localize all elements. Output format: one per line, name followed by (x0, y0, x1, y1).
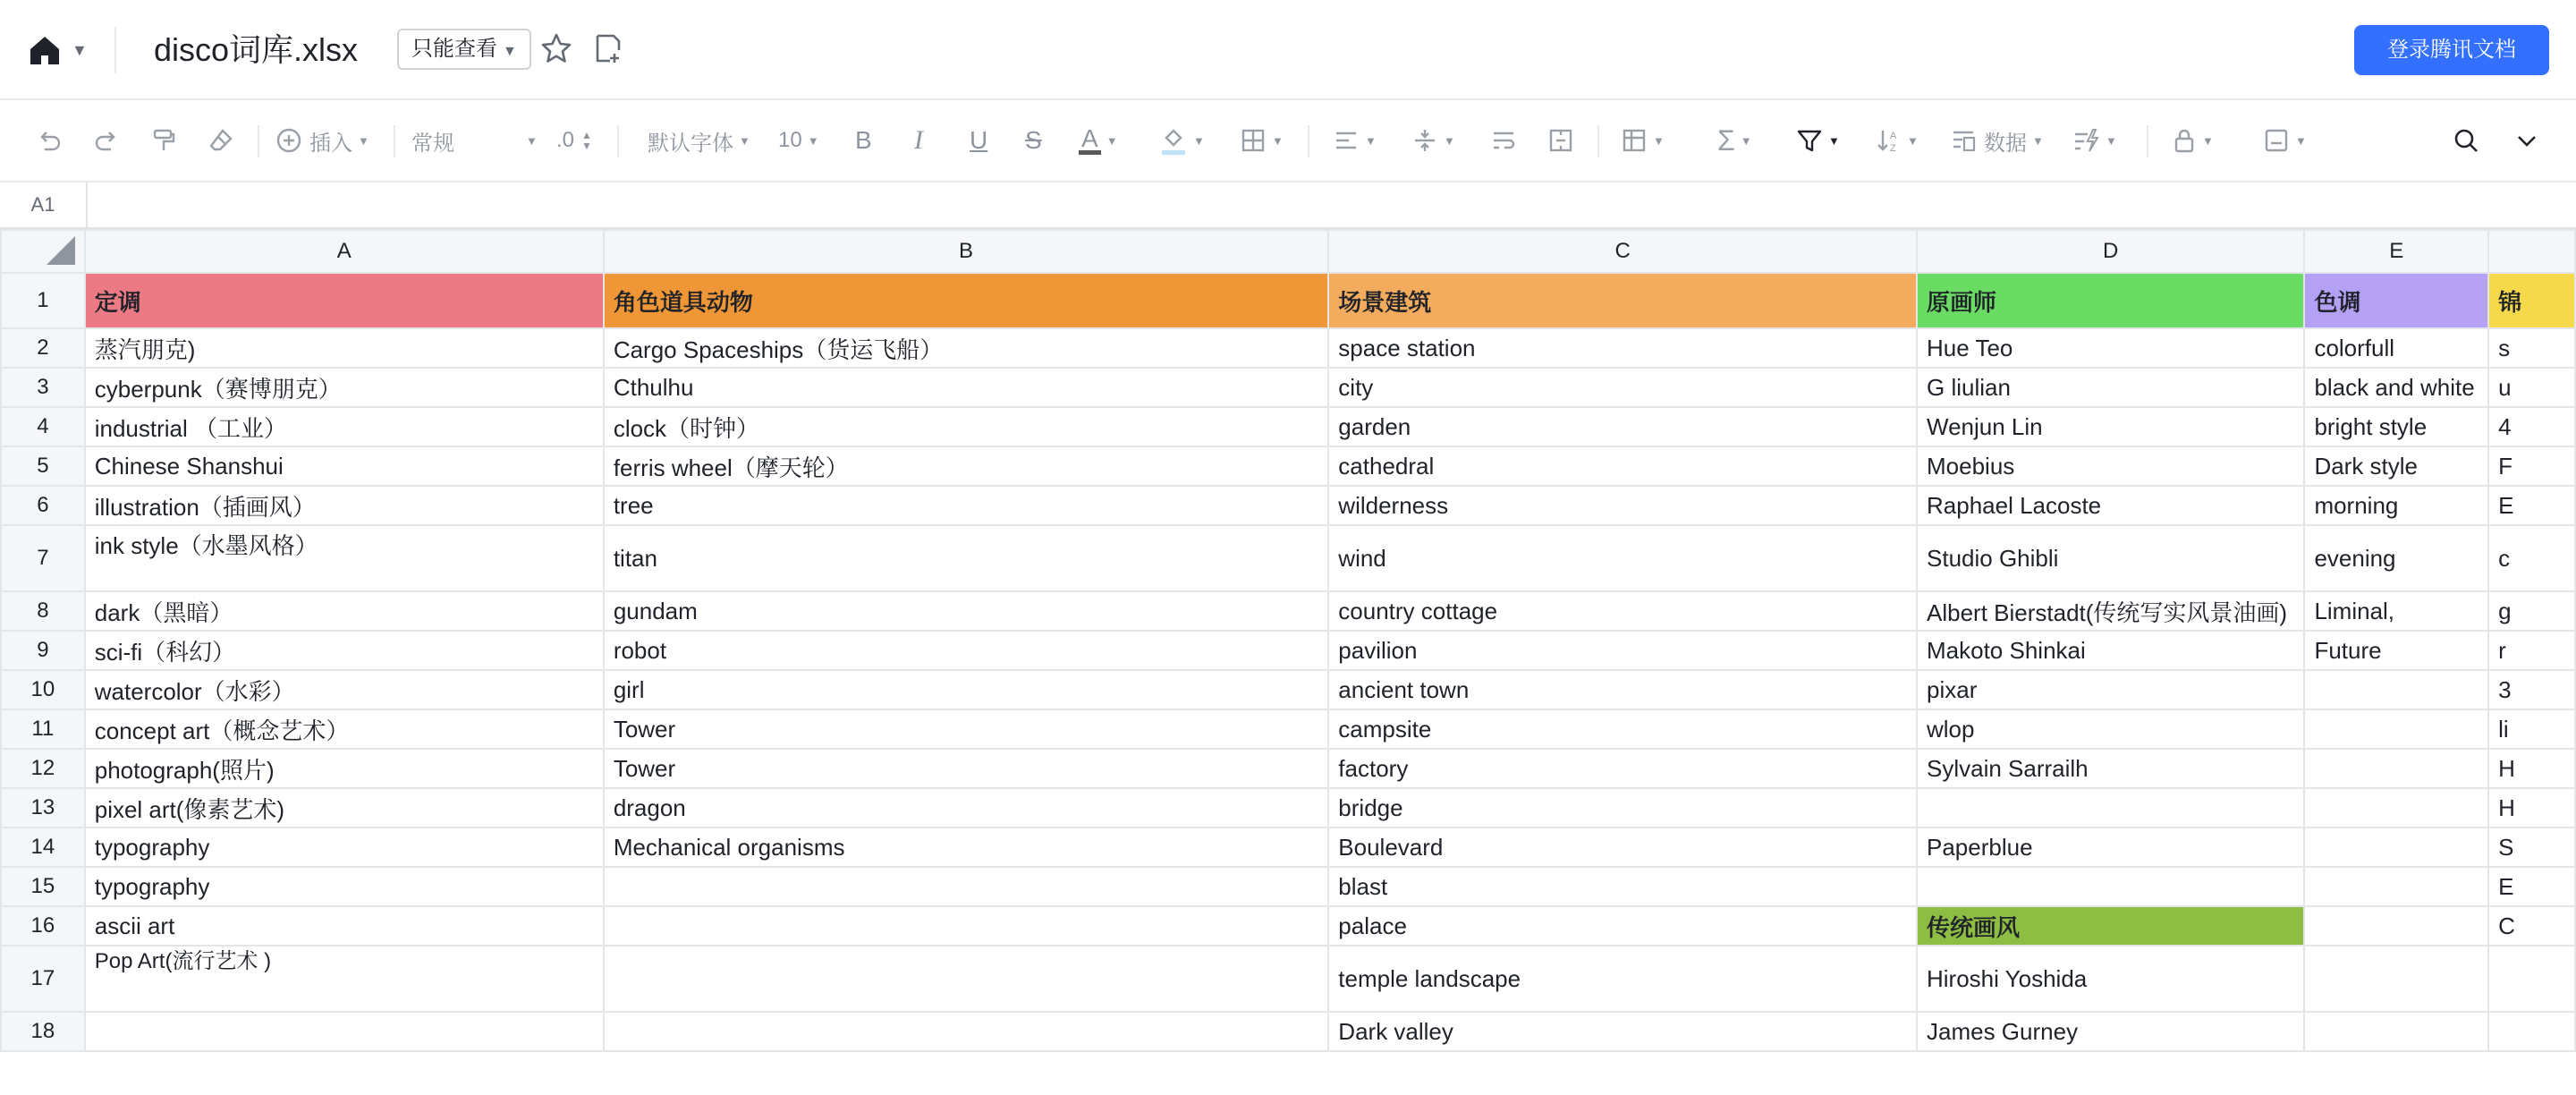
toolbar-divider (617, 125, 619, 157)
row-header[interactable]: 15 (1, 867, 85, 906)
column-header-d[interactable]: D (1917, 230, 2304, 273)
row-header[interactable]: 9 (1, 631, 85, 670)
cell[interactable]: pixar (1917, 670, 2304, 709)
table-row (1, 525, 2575, 591)
cell[interactable]: 蒸汽朋克) (85, 328, 604, 368)
table-row (1, 273, 2575, 328)
row-header[interactable]: 8 (1, 591, 85, 631)
cell[interactable]: Studio Ghibli (1917, 525, 2304, 591)
cell[interactable]: H (2488, 788, 2575, 828)
row-header[interactable]: 14 (1, 828, 85, 867)
cell[interactable]: blast (1328, 867, 1917, 906)
chevron-down-icon: ▼ (1653, 133, 1665, 148)
category-header-cell[interactable]: 原画师 (1917, 273, 2304, 328)
table-row (1, 407, 2575, 446)
cell[interactable] (2304, 906, 2488, 946)
font-color-icon: A (1079, 127, 1101, 155)
cell[interactable]: Future (2304, 631, 2488, 670)
chevron-down-icon: ▼ (503, 44, 517, 59)
permission-label: 只能查看 (411, 37, 497, 61)
sheet-table (0, 229, 2576, 1052)
category-header-cell[interactable]: 角色道具动物 (604, 273, 1328, 328)
insert-label: 插入 (309, 131, 352, 156)
form-button[interactable] (2263, 100, 2307, 181)
cell[interactable]: pavilion (1328, 631, 1917, 670)
row-header[interactable]: 6 (1, 486, 85, 525)
document-title[interactable]: disco词库.xlsx (154, 31, 359, 68)
cell[interactable]: morning (2304, 486, 2488, 525)
cell[interactable]: titan (604, 525, 1328, 591)
cell[interactable]: factory (1328, 749, 1917, 788)
select-all-triangle-icon (43, 233, 79, 268)
number-format-label: 常规 (411, 131, 454, 156)
cell[interactable]: G liulian (1917, 368, 2304, 407)
chevron-down-icon: ▼ (1907, 133, 1919, 148)
chevron-down-icon: ▼ (2295, 133, 2307, 148)
cell[interactable]: ink style（水墨风格） (85, 525, 604, 591)
cell[interactable]: ascii art (85, 906, 604, 946)
cell[interactable]: bridge (1328, 788, 1917, 828)
cell[interactable]: Raphael Lacoste (1917, 486, 2304, 525)
data-dropdown[interactable] (1950, 100, 2044, 181)
font-family-label: 默认字体 (648, 131, 733, 156)
cell[interactable]: Mechanical organisms (604, 828, 1328, 867)
cell[interactable] (1917, 867, 2304, 906)
table-row (1, 631, 2575, 670)
cell[interactable]: li (2488, 709, 2575, 749)
cell[interactable]: wind (1328, 525, 1917, 591)
cell[interactable]: Albert Bierstadt(传统写实风景油画) (1917, 591, 2304, 631)
row-header[interactable]: 10 (1, 670, 85, 709)
cell[interactable]: watercolor（水彩） (85, 670, 604, 709)
cell[interactable]: sci-fi（科幻） (85, 631, 604, 670)
row-header[interactable]: 16 (1, 906, 85, 946)
stepper-arrows-icon: ▲ ▼ (581, 129, 592, 152)
cell[interactable]: r (2488, 631, 2575, 670)
cell[interactable] (2304, 749, 2488, 788)
row-header[interactable]: 11 (1, 709, 85, 749)
cell[interactable]: ancient town (1328, 670, 1917, 709)
cell[interactable]: S (2488, 828, 2575, 867)
cell[interactable] (2488, 1012, 2575, 1051)
row-header[interactable]: 1 (1, 273, 85, 328)
cell[interactable]: typography (85, 867, 604, 906)
table-row (1, 709, 2575, 749)
font-size-label: 10 (778, 128, 802, 152)
decimal-stepper[interactable] (556, 100, 592, 181)
svg-text:Z: Z (1890, 143, 1896, 154)
table-row (1, 1012, 2575, 1051)
cell[interactable]: photograph(照片) (85, 749, 604, 788)
home-icon[interactable] (27, 32, 66, 72)
number-format-dropdown[interactable] (411, 100, 538, 181)
formula-bar (0, 182, 2576, 229)
cell[interactable] (2304, 670, 2488, 709)
cell[interactable]: Tower (604, 709, 1328, 749)
cell[interactable]: C (2488, 906, 2575, 946)
font-color-button[interactable] (1079, 100, 1118, 181)
table-row (1, 788, 2575, 828)
category-header-cell[interactable]: 色调 (2304, 273, 2488, 328)
strikethrough-icon: S (1025, 126, 1042, 154)
cell[interactable] (2304, 946, 2488, 1012)
chevron-down-icon: ▼ (2032, 133, 2044, 148)
data-label: 数据 (1984, 131, 2027, 156)
protect-button[interactable] (2172, 100, 2214, 181)
table-row (1, 446, 2575, 486)
borders-button[interactable] (1240, 100, 1284, 181)
cell[interactable]: ferris wheel（摩天轮） (604, 446, 1328, 486)
save-as-icon[interactable] (592, 32, 628, 68)
cell[interactable]: Wenjun Lin (1917, 407, 2304, 446)
cell[interactable]: Sylvain Sarrailh (1917, 749, 2304, 788)
underline-icon: U (970, 126, 988, 154)
table-row (1, 486, 2575, 525)
table-row (1, 946, 2575, 1012)
cell[interactable]: Boulevard (1328, 828, 1917, 867)
bold-button[interactable] (855, 100, 872, 181)
cell[interactable]: typography (85, 828, 604, 867)
cell[interactable]: dragon (604, 788, 1328, 828)
cell[interactable]: c (2488, 525, 2575, 591)
chevron-down-icon: ▼ (1444, 133, 1455, 148)
fill-color-button[interactable] (1159, 100, 1205, 181)
sum-button[interactable] (1717, 100, 1752, 181)
cell[interactable]: Dark valley (1328, 1012, 1917, 1051)
cell[interactable]: campsite (1328, 709, 1917, 749)
chevron-down-icon: ▼ (739, 133, 750, 148)
cell[interactable] (85, 1012, 604, 1051)
permission-dropdown[interactable] (397, 29, 531, 70)
cell[interactable]: Hue Teo (1917, 328, 2304, 368)
cell[interactable] (2304, 788, 2488, 828)
column-header-c[interactable]: C (1328, 230, 1917, 273)
row-header[interactable]: 12 (1, 749, 85, 788)
cell[interactable]: E (2488, 867, 2575, 906)
font-size-dropdown[interactable] (778, 100, 819, 181)
cell[interactable]: u (2488, 368, 2575, 407)
star-icon[interactable] (540, 32, 576, 68)
cell[interactable]: Chinese Shanshui (85, 446, 604, 486)
cell[interactable] (2304, 709, 2488, 749)
row-header[interactable]: 7 (1, 525, 85, 591)
clear-format-icon[interactable] (208, 100, 234, 181)
cell[interactable]: Makoto Shinkai (1917, 631, 2304, 670)
wrap-text-button[interactable] (1490, 100, 1517, 181)
cell[interactable] (604, 906, 1328, 946)
format-painter-icon[interactable] (150, 100, 177, 181)
chevron-down-icon: ▼ (2202, 133, 2214, 148)
cell[interactable]: 传统画风 (1917, 906, 2304, 946)
italic-icon: I (914, 125, 923, 155)
column-header-a[interactable]: A (85, 230, 604, 273)
cell-reference-box[interactable]: A1 (0, 182, 88, 227)
merge-cells-button[interactable] (1547, 100, 1574, 181)
collapse-toolbar-icon[interactable] (2513, 100, 2540, 181)
horizontal-align-button[interactable] (1333, 100, 1377, 181)
select-all-corner[interactable] (1, 230, 85, 273)
cell[interactable]: H (2488, 749, 2575, 788)
column-header-b[interactable]: B (604, 230, 1328, 273)
cell[interactable]: E (2488, 486, 2575, 525)
row-header[interactable]: 4 (1, 407, 85, 446)
vertical-align-button[interactable] (1411, 100, 1455, 181)
column-header-f[interactable] (2488, 230, 2575, 273)
undo-icon[interactable] (36, 100, 63, 181)
toolbar-divider (258, 125, 259, 157)
cell[interactable]: gundam (604, 591, 1328, 631)
cell[interactable]: Dark style (2304, 446, 2488, 486)
cell[interactable] (604, 1012, 1328, 1051)
cell[interactable]: cathedral (1328, 446, 1917, 486)
toolbar-divider (2147, 125, 2148, 157)
cell[interactable] (604, 867, 1328, 906)
header-divider (114, 27, 116, 73)
cell[interactable]: Hiroshi Yoshida (1917, 946, 2304, 1012)
table-row (1, 591, 2575, 631)
decimal-label: .0 (556, 128, 575, 152)
cell[interactable]: dark（黑暗） (85, 591, 604, 631)
row-header[interactable]: 5 (1, 446, 85, 486)
cell[interactable]: Paperblue (1917, 828, 2304, 867)
toolbar (0, 100, 2576, 182)
table-row (1, 670, 2575, 709)
table-row (1, 906, 2575, 946)
cell[interactable] (2304, 867, 2488, 906)
cell[interactable]: industrial （工业） (85, 407, 604, 446)
spreadsheet-grid (0, 229, 2576, 1095)
row-header[interactable]: 2 (1, 328, 85, 368)
freeze-button[interactable] (1621, 100, 1665, 181)
cell[interactable]: clock（时钟） (604, 407, 1328, 446)
cell[interactable]: garden (1328, 407, 1917, 446)
cell[interactable] (2488, 946, 2575, 1012)
cell[interactable]: space station (1328, 328, 1917, 368)
cell[interactable]: Cthulhu (604, 368, 1328, 407)
table-row (1, 368, 2575, 407)
cell[interactable]: 3 (2488, 670, 2575, 709)
toolbar-divider (1308, 125, 1309, 157)
chevron-down-icon: ▼ (2106, 133, 2117, 148)
sort-button[interactable] (1875, 100, 1919, 181)
cell[interactable]: cyberpunk（赛博朋克） (85, 368, 604, 407)
cell[interactable]: Pop Art(流行艺术 ) (85, 946, 604, 1012)
chevron-down-icon: ▼ (1740, 133, 1752, 148)
cell[interactable]: Liminal, (2304, 591, 2488, 631)
cell[interactable]: 4 (2488, 407, 2575, 446)
italic-button[interactable] (914, 100, 923, 181)
login-button[interactable]: 登录腾讯文档 (2354, 25, 2549, 75)
cell[interactable]: city (1328, 368, 1917, 407)
cell[interactable]: tree (604, 486, 1328, 525)
chevron-down-icon: ▼ (1106, 133, 1118, 148)
cell[interactable]: illustration（插画风） (85, 486, 604, 525)
sigma-icon: Σ (1717, 123, 1735, 157)
toolbar-divider (394, 125, 395, 157)
cell[interactable]: pixel art(像素艺术) (85, 788, 604, 828)
underline-button[interactable] (970, 100, 987, 181)
cell[interactable]: country cottage (1328, 591, 1917, 631)
search-icon[interactable] (2453, 100, 2479, 181)
bold-icon: B (855, 126, 872, 154)
svg-text:A: A (1890, 131, 1897, 141)
cell[interactable]: F (2488, 446, 2575, 486)
cell[interactable]: evening (2304, 525, 2488, 591)
table-row (1, 749, 2575, 788)
cell[interactable] (2304, 828, 2488, 867)
table-row (1, 328, 2575, 368)
header-bar (0, 0, 2576, 100)
category-header-cell[interactable]: 定调 (85, 273, 604, 328)
chevron-down-icon: ▼ (1193, 133, 1205, 148)
column-header-row (1, 230, 2575, 273)
cell[interactable] (2304, 1012, 2488, 1051)
cell[interactable]: James Gurney (1917, 1012, 2304, 1051)
cell[interactable]: girl (604, 670, 1328, 709)
cell[interactable]: robot (604, 631, 1328, 670)
category-header-cell[interactable]: 锦 (2488, 273, 2575, 328)
home-menu-caret-icon[interactable]: ▼ (72, 41, 88, 59)
cell[interactable]: temple landscape (1328, 946, 1917, 1012)
insert-dropdown[interactable] (275, 100, 369, 181)
chevron-down-icon: ▼ (526, 133, 538, 148)
strikethrough-button[interactable] (1025, 100, 1042, 181)
cell[interactable]: palace (1328, 906, 1917, 946)
redo-icon[interactable] (93, 100, 120, 181)
row-header[interactable]: 13 (1, 788, 85, 828)
cell[interactable] (604, 946, 1328, 1012)
cell[interactable] (1917, 788, 2304, 828)
table-row (1, 867, 2575, 906)
chevron-down-icon: ▼ (1365, 133, 1377, 148)
font-family-dropdown[interactable] (648, 100, 750, 181)
chevron-down-icon: ▼ (1828, 133, 1840, 148)
cell[interactable]: concept art（概念艺术） (85, 709, 604, 749)
cell[interactable]: colorfull (2304, 328, 2488, 368)
cell[interactable]: wlop (1917, 709, 2304, 749)
row-header[interactable]: 18 (1, 1012, 85, 1051)
cell[interactable]: bright style (2304, 407, 2488, 446)
cell[interactable]: wilderness (1328, 486, 1917, 525)
chevron-down-icon: ▼ (358, 133, 369, 148)
cell[interactable]: black and white (2304, 368, 2488, 407)
chevron-down-icon: ▼ (1272, 133, 1284, 148)
category-header-cell[interactable]: 场景建筑 (1328, 273, 1917, 328)
cell[interactable]: s (2488, 328, 2575, 368)
chevron-down-icon: ▼ (807, 133, 819, 148)
filter-button[interactable] (1796, 100, 1840, 181)
conditional-format-button[interactable] (2072, 100, 2117, 181)
cell[interactable]: Cargo Spaceships（货运飞船） (604, 328, 1328, 368)
table-row (1, 828, 2575, 867)
toolbar-divider (1597, 125, 1599, 157)
row-header[interactable]: 3 (1, 368, 85, 407)
cell[interactable]: Moebius (1917, 446, 2304, 486)
cell[interactable]: g (2488, 591, 2575, 631)
cell[interactable]: Tower (604, 749, 1328, 788)
row-header[interactable]: 17 (1, 946, 85, 1012)
column-header-e[interactable]: E (2304, 230, 2488, 273)
